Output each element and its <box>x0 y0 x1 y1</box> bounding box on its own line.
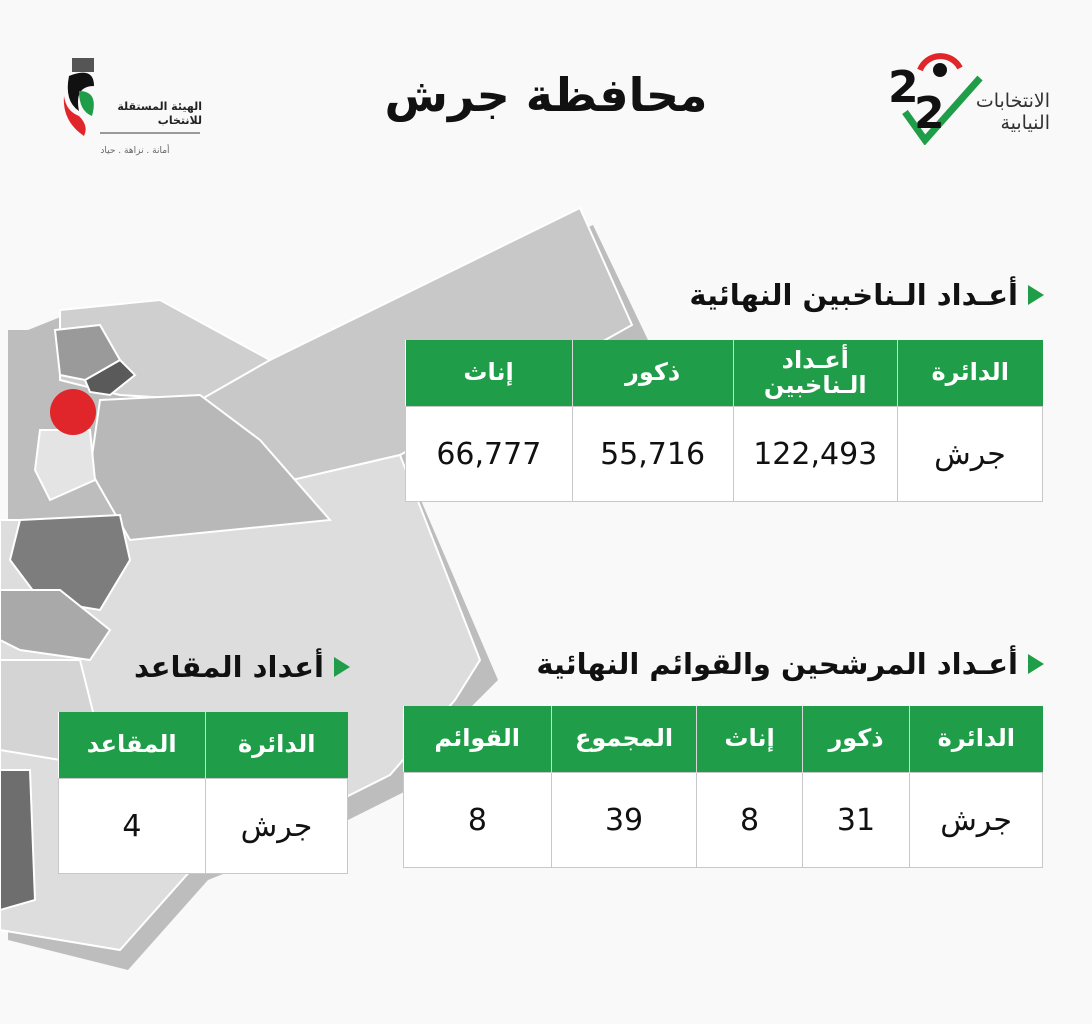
candidates-table <box>403 706 1043 868</box>
cell-total: 39 <box>551 773 696 868</box>
cell-district: جرش <box>205 779 347 874</box>
voters-heading <box>689 278 1044 312</box>
col-female: إناث <box>697 706 803 773</box>
elections-logo-number-b: 2 <box>914 88 945 139</box>
cell-seats: 4 <box>59 779 206 874</box>
seats-heading-text: أعداد المقاعد <box>133 650 324 684</box>
cell-male: 31 <box>802 773 909 868</box>
col-district: الدائرة <box>897 340 1042 407</box>
cell-female: 8 <box>697 773 803 868</box>
page-title: محافظة جرش <box>384 68 708 122</box>
col-lists: القوائم <box>404 706 552 773</box>
green-arrow-icon <box>334 657 350 677</box>
table-row <box>59 779 348 874</box>
table-row <box>406 407 1043 502</box>
table-header-row <box>59 712 348 779</box>
seats-table <box>58 712 348 874</box>
candidates-heading-text: أعـداد المرشحين والقوائم النهائية <box>536 647 1018 681</box>
col-district: الدائرة <box>205 712 347 779</box>
elections-logo-number-a: 2 <box>888 62 919 113</box>
table-row <box>404 773 1043 868</box>
cell-district: جرش <box>910 773 1043 868</box>
voters-table <box>405 340 1043 502</box>
elections-logo-line1: الانتخابات <box>975 90 1050 112</box>
col-seats: المقاعد <box>59 712 206 779</box>
voters-heading-text: أعـداد الـناخبين النهائية <box>689 278 1018 312</box>
jerash-marker <box>50 389 96 435</box>
iec-name-line1: الهيئة المستقلة <box>117 100 202 113</box>
col-total: المجموع <box>551 706 696 773</box>
col-male: ذكور <box>572 340 733 407</box>
elections-logo <box>880 50 1050 150</box>
table-header-row <box>406 340 1043 407</box>
iec-motto: أمانة . نزاهة . حياد <box>100 146 170 156</box>
col-district: الدائرة <box>910 706 1043 773</box>
col-male: ذكور <box>802 706 909 773</box>
cell-total: 122,493 <box>733 407 897 502</box>
cell-male: 55,716 <box>572 407 733 502</box>
col-female: إناث <box>406 340 573 407</box>
col-total-voters: أعـداد الـناخبين <box>733 340 897 407</box>
cell-district: جرش <box>897 407 1042 502</box>
iec-name-line2: للانتخاب <box>157 114 202 127</box>
green-arrow-icon <box>1028 654 1044 674</box>
table-header-row <box>404 706 1043 773</box>
elections-logo-line2: النيابية <box>1000 112 1050 134</box>
map-region-tafila <box>0 770 35 910</box>
seats-heading <box>134 650 350 684</box>
candidates-heading <box>536 647 1044 681</box>
cell-female: 66,777 <box>406 407 573 502</box>
cell-lists: 8 <box>404 773 552 868</box>
green-arrow-icon <box>1028 285 1044 305</box>
